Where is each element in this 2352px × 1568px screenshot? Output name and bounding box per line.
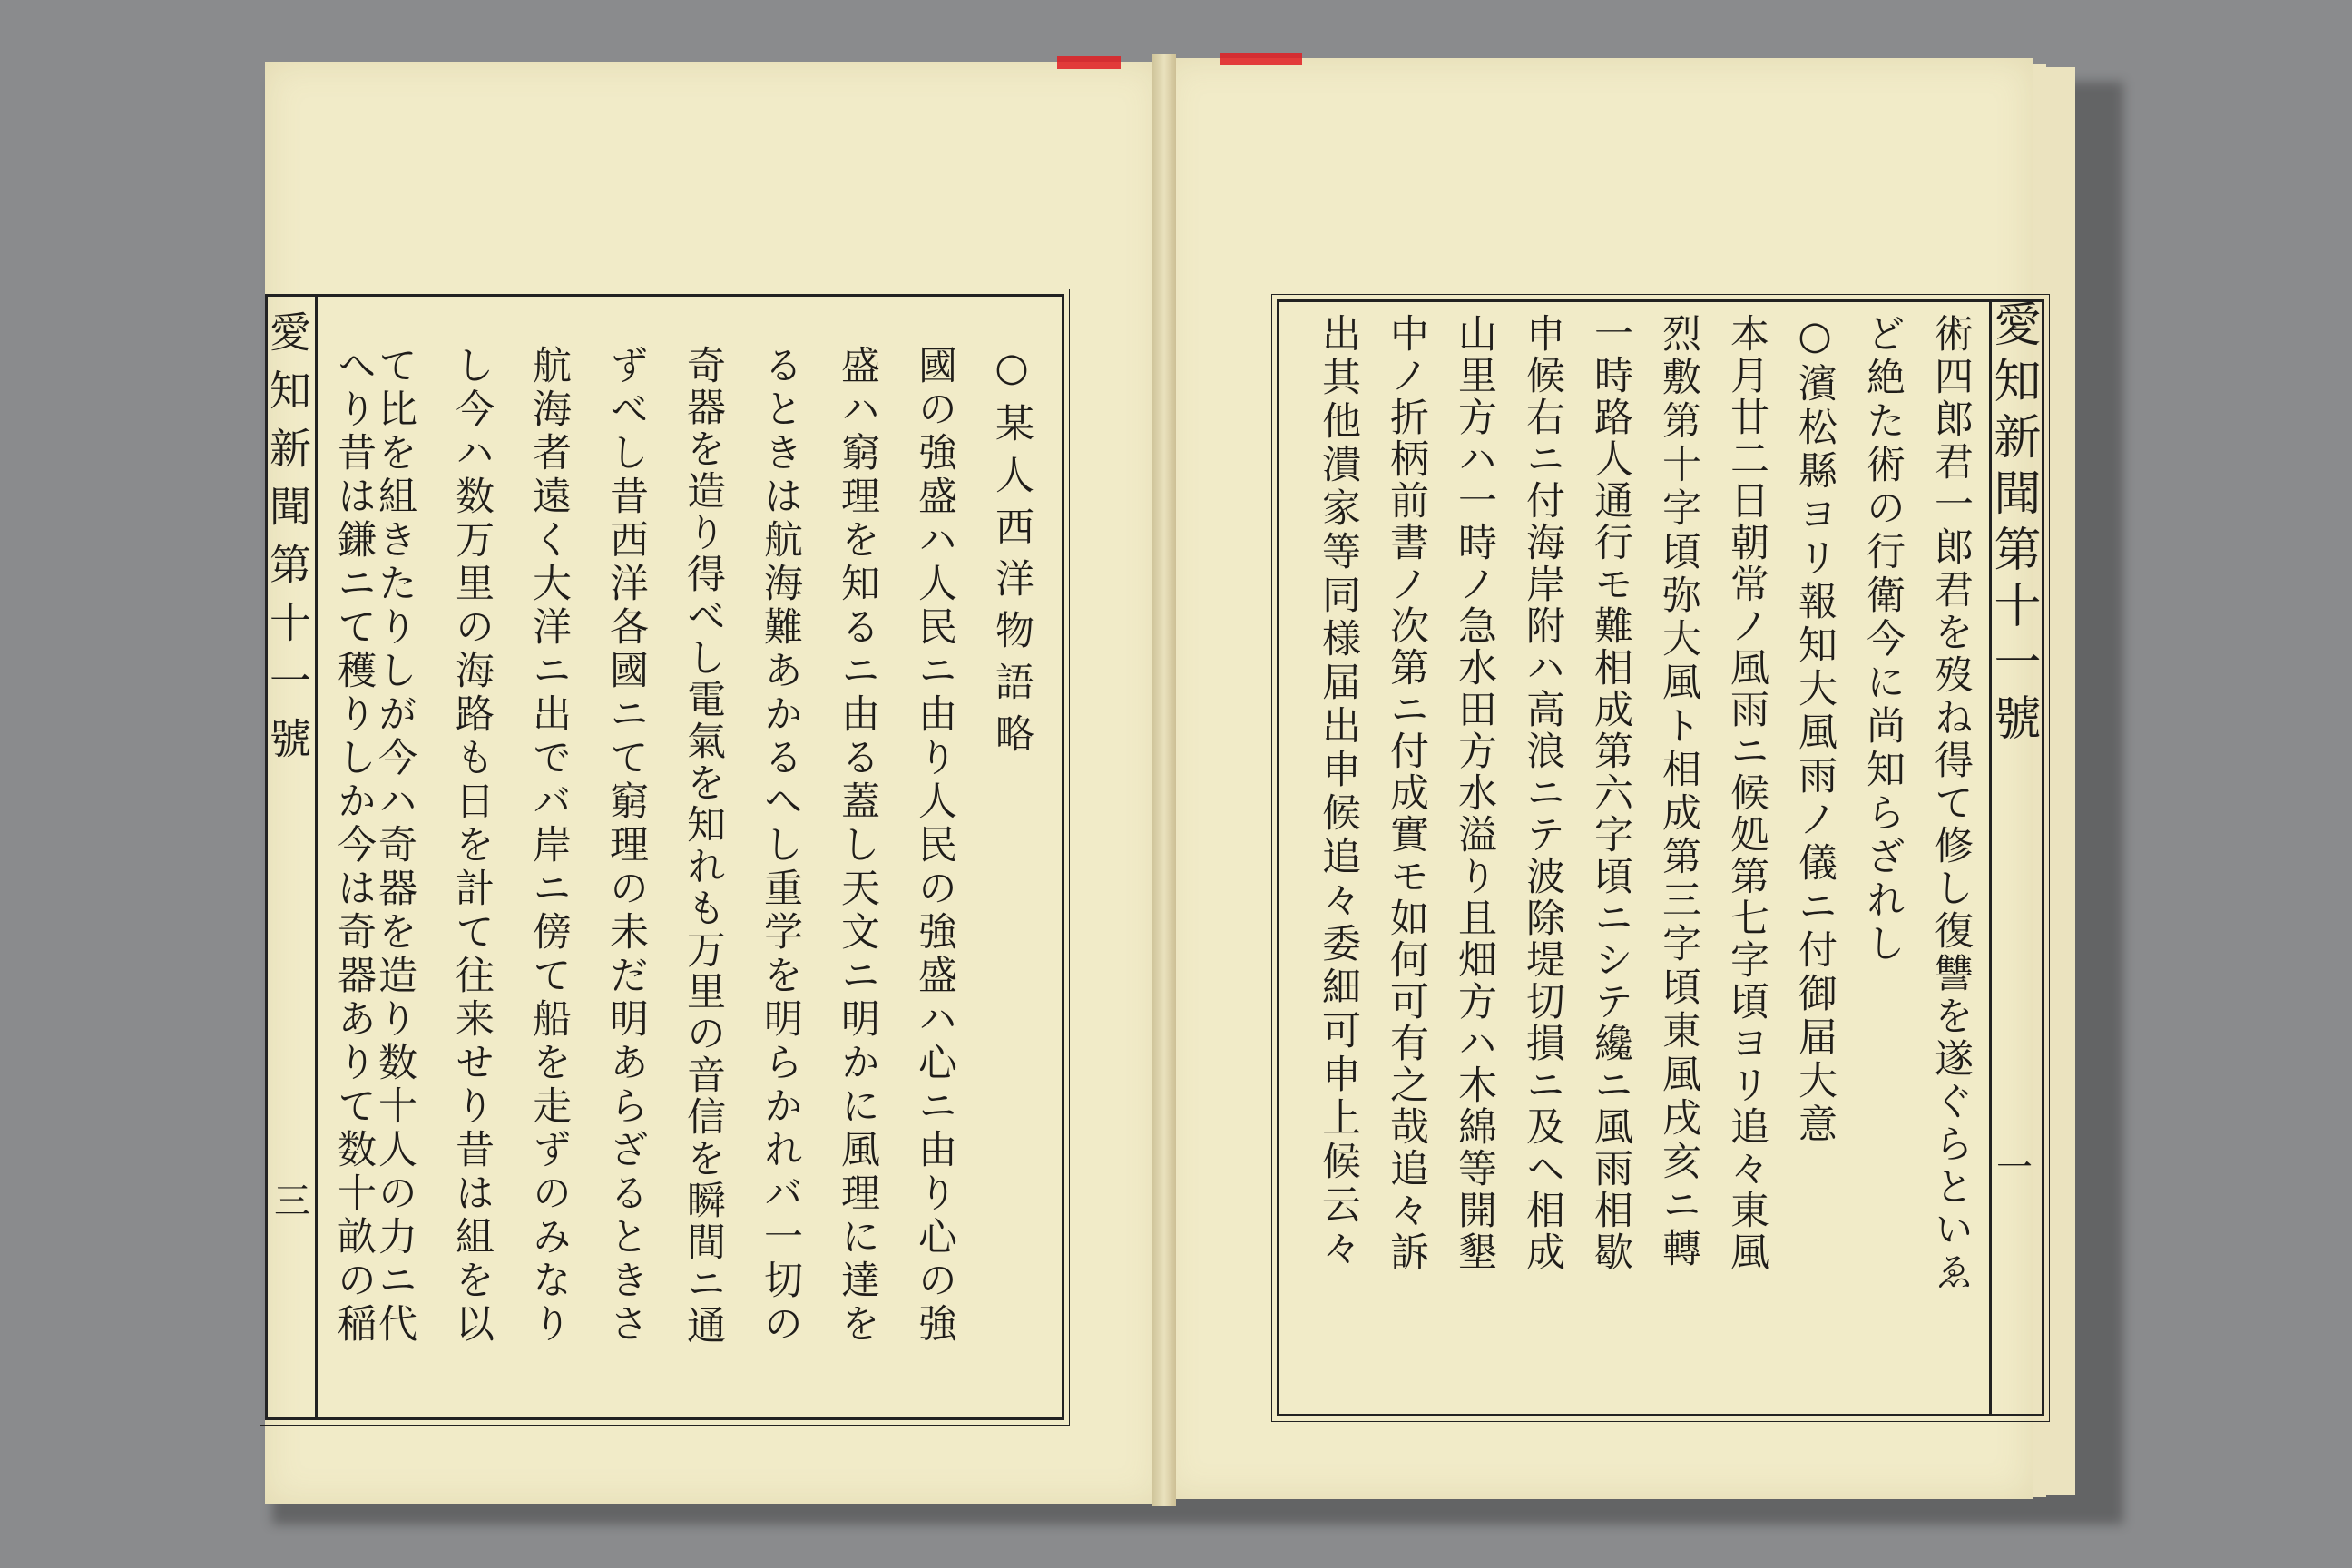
- right-col-3: ○濱松縣ヨリ報知大風雨ノ儀ニ付御届大意: [1792, 313, 1838, 1147]
- right-col-6: 一時路人通行モ難相成第六字頃ニシテ纔ニ風雨相歇: [1588, 313, 1633, 1273]
- left-col-7: 航海者遠く大洋ニ出でバ岸ニ傍て船を走ずのみなり: [526, 345, 572, 1347]
- right-col-8: 山里方ハ一時ノ急水田方水溢り且畑方ハ木綿等開墾: [1452, 313, 1497, 1273]
- left-col-10: へり昔は鎌ニて穫りしか今は奇器ありて数十畝の稲: [331, 345, 377, 1347]
- left-col-6: ずべし昔西洋各國ニて窮理の未だ明あらざるときさ: [603, 345, 649, 1347]
- right-col-7: 申候右ニ付海岸附ハ高浪ニテ波除堤切損ニ及ヘ相成: [1520, 313, 1565, 1273]
- left-page-number: 三: [274, 1181, 310, 1222]
- left-col-4: るときは航海難あかるへし重学を明らかれバ一切の: [758, 345, 803, 1347]
- left-col-2: 國の強盛ハ人民ニ由り人民の強盛ハ心ニ由り心の強: [912, 345, 957, 1347]
- red-tape-left: [1057, 56, 1121, 69]
- right-col-1: 術四郎君一郎君を歿ね得て修し復讐を遂ぐらといゑ: [1928, 313, 1974, 1294]
- right-col-5: 烈敷第十字頃弥大風ト相成第三字頃東風戌亥ニ轉: [1656, 313, 1701, 1271]
- left-col-8: し今ハ数万里の海路も日を計て往来せり昔は組を以: [449, 345, 495, 1347]
- right-col-2: ど絶た術の行衛今に尚知らざれし: [1860, 313, 1906, 966]
- right-page-header: 愛知新聞第十一號: [1985, 299, 2040, 750]
- right-col-9: 中ノ折柄前書ノ次第ニ付成實モ如何可有之哉追々訴: [1384, 313, 1429, 1273]
- right-col-4: 本月廿二日朝常ノ風雨ニ候処第七字頃ヨリ追々東風: [1724, 313, 1769, 1273]
- left-col-3: 盛ハ窮理を知るニ由る蓋し天文ニ明かに風理に達を: [835, 345, 880, 1347]
- left-col-1: ○某人西洋物語略: [989, 345, 1034, 765]
- left-col-5: 奇器を造り得べし電氣を知れも万里の音信を瞬間ニ通: [681, 345, 726, 1347]
- left-col-9: て比を組きたりしが今ハ奇器を造り数十人の力ニ代: [372, 345, 417, 1347]
- right-page-number: 一: [1996, 1147, 2033, 1189]
- right-col-10: 出其他潰家等同様届出申候追々委細可申上候云々: [1316, 313, 1361, 1271]
- left-side-rule: [315, 297, 318, 1417]
- book-gutter: [1152, 54, 1176, 1506]
- red-tape-right: [1220, 53, 1302, 65]
- left-side-title: 愛知新聞第十一號: [263, 310, 312, 775]
